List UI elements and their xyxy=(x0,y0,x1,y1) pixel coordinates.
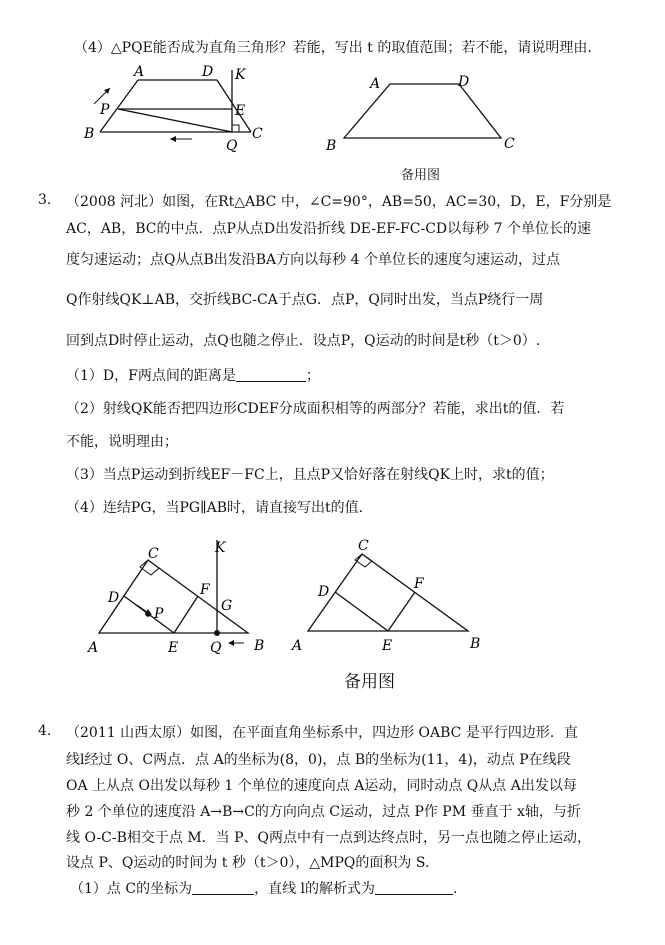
q4-line-2: 线l经过 O、C两点．点 A的坐标为(8，0)，点 B的坐标为(11，4)，动点 P在线段 xyxy=(66,752,571,768)
q4-part1-text-b: ，直线 l的解析式为 xyxy=(254,881,376,897)
label-E: E xyxy=(382,638,393,654)
right-angle-mark xyxy=(232,125,239,132)
q3-line-5: 回到点D时停止运动，点Q也随之停止．设点P，Q运动的时间是t秒（t＞0）. xyxy=(66,333,541,349)
label-K: K xyxy=(215,540,226,556)
label-B: B xyxy=(470,636,481,652)
label-P: P xyxy=(154,606,164,622)
label-P: P xyxy=(100,102,110,118)
figure-trapezoid-1 xyxy=(74,62,274,157)
label-F: F xyxy=(200,582,210,598)
label-E: E xyxy=(168,640,179,656)
label-C: C xyxy=(504,136,515,152)
q4-number: 4. xyxy=(38,723,52,739)
q4-line-5: 线 O-C-B相交于点 M．当 P、Q两点中有一点到达终点时，另一点也随之停止运动， xyxy=(66,830,592,846)
q4-line-4: 秒 2 个单位的速度沿 A→B→C的方向向点 C运动，过点 P作 PM 垂直于 x轴，与折 xyxy=(66,804,581,820)
q3-line-3: 度匀速运动；点Q从点B出发沿BA方向以每秒 4 个单位长的速度匀速运动，过点 xyxy=(66,252,560,268)
q3-part1-end: ； xyxy=(305,368,320,384)
label-D: D xyxy=(458,74,470,90)
label-B: B xyxy=(254,638,265,654)
q3-number: 3. xyxy=(38,192,52,208)
q3-part4: （4）连结PG，当PG∥AB时，请直接写出t的值. xyxy=(66,500,364,516)
q3-line-4: Q作射线QK⊥AB，交折线BC-CA于点G．点P，Q同时出发，当点P绕行一周 xyxy=(66,292,544,308)
edge-DC xyxy=(217,80,251,132)
label-D: D xyxy=(318,584,330,600)
label-C: C xyxy=(252,126,263,142)
q3-part1 xyxy=(66,366,626,386)
q3-part3: （3）当点P运动到折线EF－FC上，且点P又恰好落在射线QK上时，求t的值； xyxy=(66,467,554,483)
label-G: G xyxy=(221,598,233,614)
q3-part2-line2: 不能，说明理由； xyxy=(66,434,178,450)
figure-caption-spare-2: 备用图 xyxy=(344,672,395,692)
label-A: A xyxy=(370,76,381,92)
label-B: B xyxy=(326,138,337,154)
q4-part1 xyxy=(70,879,630,899)
label-C: C xyxy=(148,546,159,562)
triangle-ABC xyxy=(99,560,248,633)
q4-line-3: OA 上从点 O出发以每秒 1 个单位的速度向点 A运动，同时动点 Q从点 A出发以每 xyxy=(66,778,577,794)
q3-line-2: AC，AB，BC的中点．点P从点D出发沿折线 DE-EF-FC-CD以每秒 7 个单位长的速 xyxy=(66,221,591,237)
q4-part1-text-a: （1）点 C的坐标为 xyxy=(70,881,193,897)
q4-part1-end: . xyxy=(453,881,458,897)
q4-line-6: 设点 P、Q运动的时间为 t 秒（t＞0），△MPQ的面积为 S. xyxy=(66,855,430,871)
segment-DE xyxy=(335,592,388,631)
label-Q: Q xyxy=(210,640,222,656)
label-A: A xyxy=(88,640,99,656)
q3-line-1: （2008 河北）如图，在Rt△ABC 中，∠C=90°，AB=50，AC=30，D，E，F分别是 xyxy=(66,194,612,210)
figure-trapezoid-2 xyxy=(320,66,530,156)
figure-triangle-main xyxy=(84,532,274,657)
segment-EF xyxy=(388,592,415,631)
label-K: K xyxy=(235,67,246,83)
q3-part2-line1: （2）射线QK能否把四边形CDEF分成面积相等的两部分？若能，求出t的值．若 xyxy=(66,401,565,417)
figure-triangle-spare xyxy=(288,534,488,654)
trapezoid-ABCD xyxy=(344,84,501,138)
label-B: B xyxy=(84,126,95,142)
label-E: E xyxy=(235,103,246,119)
q3-part1-text: （1）D，F两点间的距离是 xyxy=(66,368,236,384)
segment-PQ xyxy=(118,109,232,132)
figure-caption-spare-1: 备用图 xyxy=(401,168,441,183)
label-A: A xyxy=(134,64,145,80)
label-Q: Q xyxy=(226,138,238,154)
label-A: A xyxy=(292,638,303,654)
label-D: D xyxy=(108,590,120,606)
label-D: D xyxy=(202,64,214,80)
label-F: F xyxy=(414,576,424,592)
label-C: C xyxy=(358,538,369,554)
segment-EF xyxy=(174,596,198,633)
answer-blank-line-equation[interactable] xyxy=(375,880,453,895)
triangle-ABC xyxy=(308,554,468,631)
point-Q xyxy=(214,630,220,636)
q2-part4-text: （4）△PQE能否成为直角三角形？若能，写出 t 的取值范围；若不能，请说明理由. xyxy=(74,40,592,56)
answer-blank-DF[interactable] xyxy=(236,367,306,382)
answer-blank-C-coordinate[interactable] xyxy=(192,880,254,895)
q4-line-1: （2011 山西太原）如图，在平面直角坐标系中，四边形 OABC 是平行四边形．直 xyxy=(66,725,578,741)
